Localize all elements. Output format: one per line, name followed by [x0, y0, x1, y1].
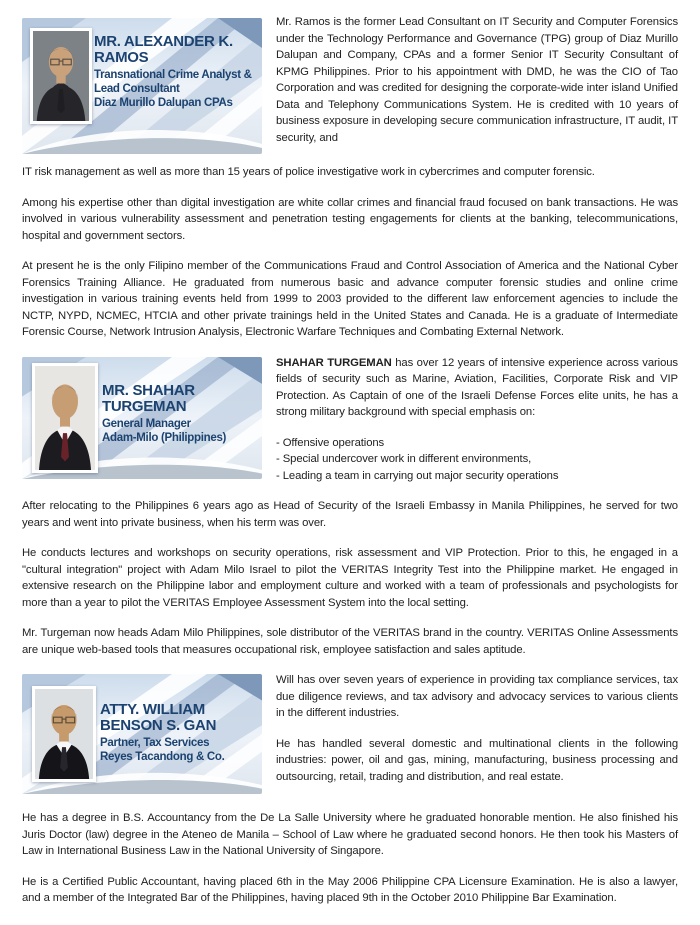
profile-name: ATTY. WILLIAM BENSON S. GAN	[100, 701, 217, 734]
bio-paragraph: He conducts lectures and workshops on security operations, risk assessment and VIP Protection. Prior to this, he engaged in a "cultural integration" project with Adam Milo Israel to pilot the VERITAS Integrity Test into the Philippine market. He engaged in extensive research on the Philippine labor and employment culture and worked with a team of professionals and psychologists for more than a year to pilot the VERITAS Employee Assessment System into the local setting.	[22, 547, 678, 609]
profile-role: General Manager	[102, 417, 191, 430]
bio-paragraph: Mr. Ramos is the former Lead Consultant on IT Security and Computer Forensics under the Technology Performance and Governance (TPG) group of Diaz Murillo Dalupan and Company, CPAs and a former Senior IT Security Consultant of KPMG Philippines. Prior to his appointment with DMD, he was the CIO of Tao Corporation and was credited for designing the corporate-wide inter island Unified Data and Telephony Communications System. He is credited with 10 years of business exposure in developing secure communication infrastructure, IT audit, IT security, and	[276, 16, 678, 144]
bio-section-ramos	[22, 14, 678, 341]
bio-section-gan	[22, 672, 678, 907]
profile-card-ramos	[22, 18, 262, 154]
bio-paragraph: He has handled several domestic and multinational clients in the following industries: power, oil and gas, mining, manufacturing, business processing and outsourcing, retail, trading and distribution, and real estate.	[276, 737, 678, 783]
profile-name: MR. SHAHAR TURGEMAN	[102, 381, 195, 415]
person-portrait-icon	[33, 31, 89, 121]
portrait-photo-ramos	[30, 28, 92, 124]
bio-paragraph: At present he is the only Filipino member of the Communications Fraud and Control Association of America and the National Cyber Forensics Training Alliance. He graduated from numerous basic and advance computer forensic studies and online crime investigation in various training events held from 1999 to 2003 provided to the different law enforcement agencies to include the NCTP, NYPD, NCMEC, HTCIA and other private trainings held in the United States and Canada. He is a graduate of Intermediate Forensic Course, Network Intrusion Analysis, Electronic Warfare Techniques and Combating External Network.	[22, 260, 678, 338]
profile-card-gan	[22, 674, 262, 794]
bio-paragraph: He has a degree in B.S. Accountancy from the De La Salle University where he graduated honorable mention. He also finished his Juris Doctor (law) degree in the Ateneo de Manila – School of Law where he graduated second honors. He then took his Masters of Law in International Business Law in the National University of Singapore.	[22, 812, 678, 857]
profile-org: Adam-Milo (Philippines)	[102, 431, 227, 444]
person-portrait-icon	[35, 689, 93, 779]
bio-paragraph: After relocating to the Philippines 6 years ago as Head of Security of the Israeli Embassy in Manila Philippines, he served for two years and went into private business, when his term was over.	[22, 500, 678, 529]
bio-paragraph: Mr. Turgeman now heads Adam Milo Philippines, sole distributor of the VERITAS brand in the country. VERITAS Online Assessments are unique web-based tools that measures occupational risk, employee satisfaction and sales aptitude.	[22, 627, 678, 656]
portrait-photo-gan	[32, 686, 96, 782]
bio-paragraph: Among his expertise other than digital investigation are white collar crimes and financial fraud focused on bank transactions. He was involved in various vulnerability assessment and penetration testing engagements for clients at the banking, telecommunications, hospital and government sectors.	[22, 196, 678, 242]
portrait-photo-turgeman	[32, 363, 98, 473]
bio-intro-text: has over 12 years of intensive experience across various fields of security such as Marine, Aviation, Facilities, Corporate Risk and VIP Protection. As Captain of one of the Israeli Defense Forces elite units, he has a strong military background with special emphasis on:	[276, 356, 678, 418]
profile-org: Reyes Tacandong & Co.	[100, 751, 225, 763]
bullet-item: - Offensive operations	[276, 436, 385, 449]
person-portrait-icon	[35, 366, 95, 470]
profile-role: Partner, Tax Services	[100, 737, 210, 749]
bullet-item: - Special undercover work in different environments,	[276, 453, 532, 465]
profile-org: Diaz Murillo Dalupan CPAs	[94, 97, 233, 109]
profile-name: MR. ALEXANDER K. RAMOS	[94, 33, 233, 66]
bio-paragraph: Will has over seven years of experience in providing tax compliance services, tax due diligence reviews, and tax advisory and advocacy services to various clients in the different industries.	[276, 674, 678, 719]
bio-name-bold: SHAHAR TURGEMAN	[276, 356, 392, 369]
bio-section-turgeman	[22, 355, 678, 659]
bio-paragraph: He is a Certified Public Accountant, having placed 6th in the May 2006 Philippine CPA Licensure Examination. He is also a lawyer, and a member of the Integrated Bar of the Philippines, having placed 9th in the October 2010 Philippine Bar Examination.	[22, 875, 678, 904]
bullet-item: - Leading a team in carrying out major security operations	[276, 469, 559, 482]
profile-card-turgeman	[22, 357, 262, 479]
bio-paragraph: IT risk management as well as more than 15 years of police investigative work in cybercrimes and computer forensic.	[22, 166, 595, 178]
profile-role: Transnational Crime Analyst & Lead Consultant	[94, 69, 252, 95]
